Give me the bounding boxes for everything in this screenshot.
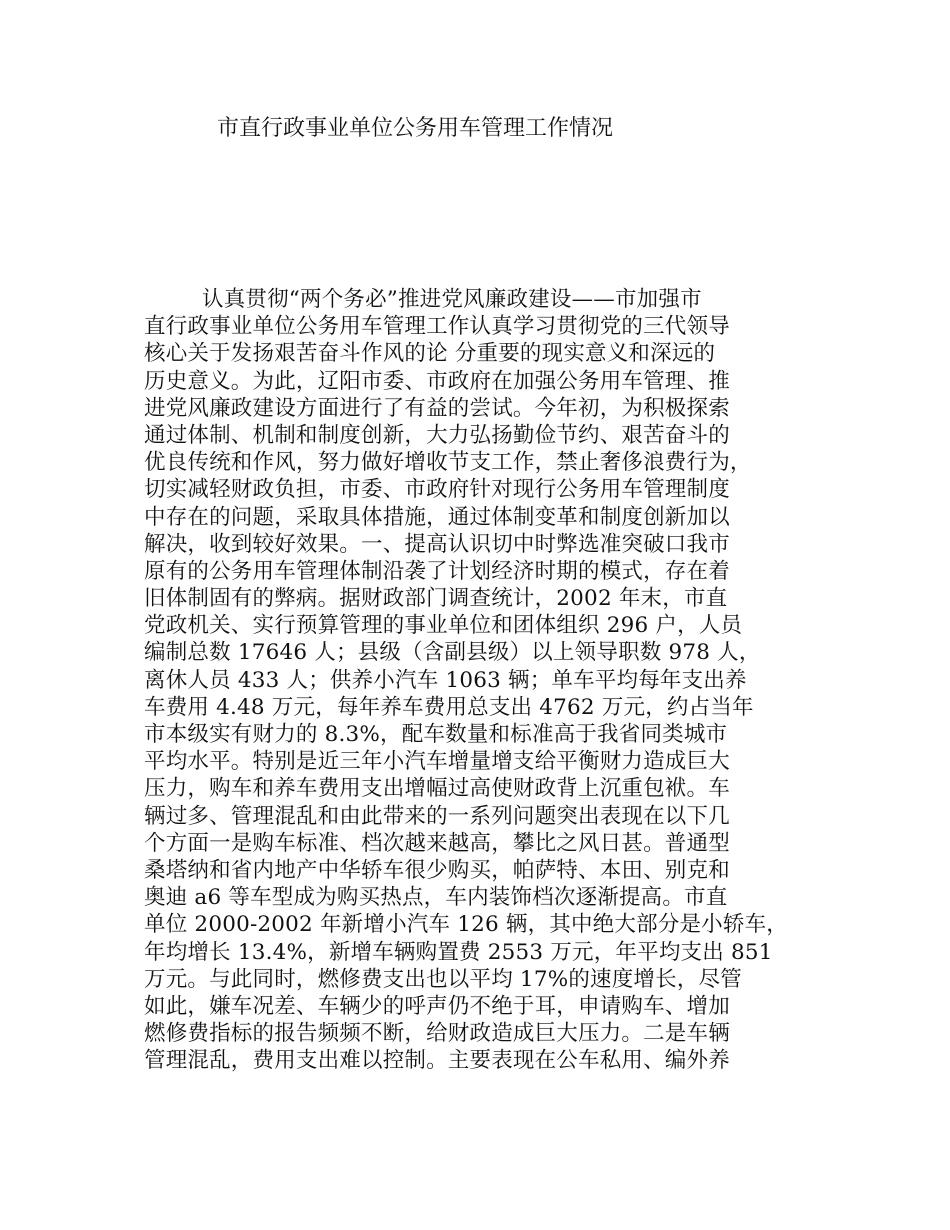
body-line: 车费用 4.48 万元，每年养车费用总支出 4762 万元，约占当年 <box>144 694 754 720</box>
body-line: 压力，购车和养车费用支出增幅过高使财政背上沉重包袱。车 <box>144 776 730 802</box>
body-line: 年均增长 13.4%，新增车辆购置费 2553 万元，年平均支出 851 <box>144 939 773 965</box>
document-title: 市直行政事业单位公务用车管理工作情况 <box>217 116 614 141</box>
body-line: 进党风廉政建设方面进行了有益的尝试。今年初，为积极探索 <box>144 395 730 421</box>
body-line: 直行政事业单位公务用车管理工作认真学习贯彻党的三代领导 <box>144 314 730 340</box>
body-line: 优良传统和作风，努力做好增收节支工作，禁止奢侈浪费行为， <box>144 450 752 476</box>
body-line: 历史意义。为此，辽阳市委、市政府在加强公务用车管理、推 <box>144 368 730 394</box>
body-line: 管理混乱，费用支出难以控制。主要表现在公车私用、编外养 <box>144 1048 730 1074</box>
body-line: 奥迪 a6 等车型成为购买热点，车内装饰档次逐渐提高。市直 <box>144 885 728 911</box>
body-line: 认真贯彻“两个务必”推进党风廉政建设——市加强市 <box>202 287 702 312</box>
body-line: 万元。与此同时，燃修费支出也以平均 17%的速度增长，尽管 <box>144 966 742 992</box>
body-line: 桑塔纳和省内地产中华轿车很少购买，帕萨特、本田、别克和 <box>144 857 730 883</box>
body-line: 燃修费指标的报告频频不断，给财政造成巨大压力。二是车辆 <box>144 1021 730 1047</box>
document-body <box>144 286 834 1074</box>
body-line: 个方面一是购车标准、档次越来越高，攀比之风日甚。普通型 <box>144 830 730 856</box>
body-line: 解决，收到较好效果。一、提高认识切中时弊选准突破口我市 <box>144 531 730 557</box>
body-line: 市本级实有财力的 8.3%，配车数量和标准高于我省同类城市 <box>144 722 728 747</box>
body-line: 离休人员 433 人；供养小汽车 1063 辆；单车平均每年支出养 <box>144 667 747 693</box>
body-line: 单位 2000-2002 年新增小汽车 126 辆，其中绝大部分是小轿车， <box>144 912 788 938</box>
body-line: 平均水平。特别是近三年小汽车增量增支给平衡财力造成巨大 <box>144 749 730 775</box>
body-line: 原有的公务用车管理体制沿袭了计划经济时期的模式，存在着 <box>144 558 730 584</box>
body-line: 核心关于发扬艰苦奋斗作风的论 分重要的现实意义和深远的 <box>144 341 716 367</box>
body-line: 辆过多、管理混乱和由此带来的一系列问题突出表现在以下几 <box>144 803 730 829</box>
body-line: 编制总数 17646 人；县级（含副县级）以上领导职数 978 人， <box>144 640 761 666</box>
body-line: 中存在的问题，采取具体措施，通过体制变革和制度创新加以 <box>144 504 730 530</box>
body-line: 切实减轻财政负担，市委、市政府针对现行公务用车管理制度 <box>144 477 730 503</box>
body-line: 旧体制固有的弊病。据财政部门调查统计，2002 年末，市直 <box>144 586 728 612</box>
body-line: 如此，嫌车况差、车辆少的呼声仍不绝于耳，申请购车、增加 <box>144 993 730 1019</box>
body-line: 党政机关、实行预算管理的事业单位和团体组织 296 户，人员 <box>144 613 743 639</box>
body-line: 通过体制、机制和制度创新，大力弘扬勤俭节约、艰苦奋斗的 <box>144 422 730 448</box>
